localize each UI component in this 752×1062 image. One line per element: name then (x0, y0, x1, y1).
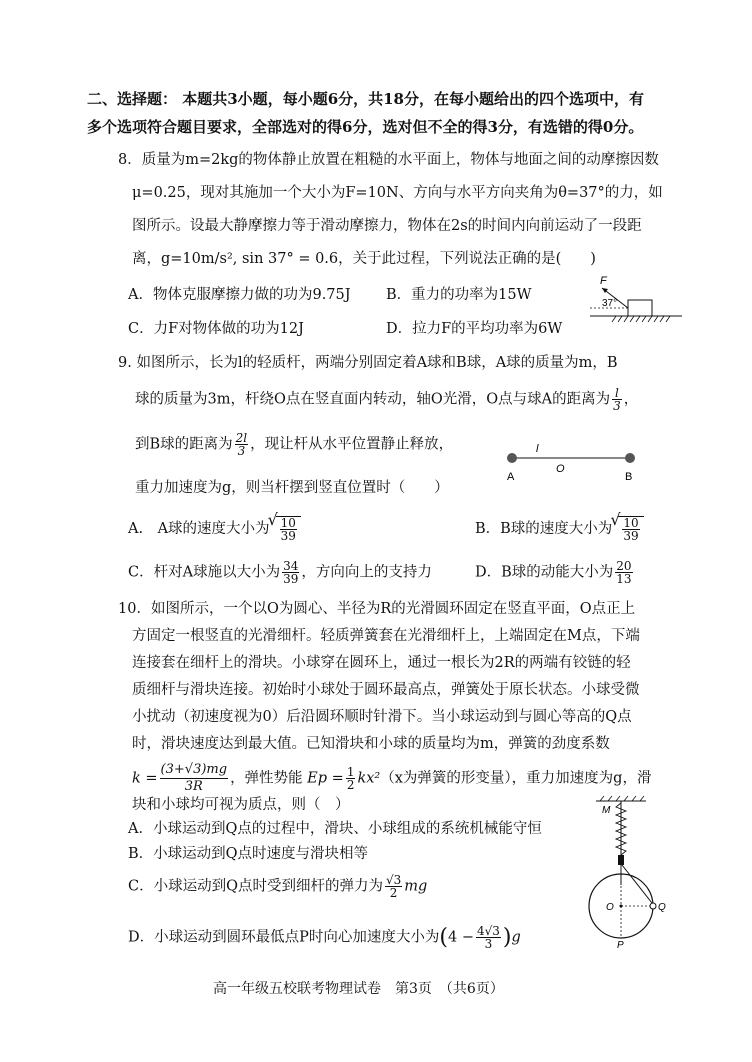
q10-line-8: 块和小球均可视为质点，则（ ） (132, 797, 350, 813)
q10-fig-m-label: M (602, 805, 611, 816)
page-footer: 高一年级五校联考物理试卷 第3页 （共6页） (213, 981, 504, 997)
q10-option-a: A．小球运动到Q点的过程中，滑块、小球组成的系统机械能守恒 (128, 821, 542, 837)
q10-line-3: 连接套在细杆上的滑块。小球穿在圆环上，通过一根长为2R的两端有铰链的轻 (132, 655, 631, 671)
q8-option-d: D．拉力F的平均功率为6W (386, 321, 563, 337)
q10-line-5: 小扰动（初速度视为0）后沿圆环顺时针滑下。当小球运动到与圆心等高的Q点 (132, 709, 632, 725)
q10-line-1: 10．如图所示，一个以O为圆心、半径为R的光滑圆环固定在竖直平面，O点正上 (118, 601, 636, 617)
q9-fig-ball-a-label: A (507, 471, 515, 483)
q9-fraction-l-3: $\frac{l}{3}$ (613, 386, 621, 413)
q10-line-4: 质细杆与滑块连接。初始时小球处于圆环最高点，弹簧处于原长状态。小球受微 (132, 682, 640, 698)
q8-option-a: A．物体克服摩擦力做的功为9.75J (128, 287, 351, 303)
q8-line-1: 8．质量为m=2kg的物体静止放置在粗糙的水平面上，物体与地面之间的动摩擦因数 (118, 152, 659, 168)
q10-fig-p-label: P (617, 940, 624, 950)
q10-line-2: 方固定一根竖直的光滑细杆。轻质弹簧套在光滑细杆上，上端固定在M点，下端 (132, 628, 640, 644)
q9-option-b: B．B球的速度大小为 √ $\frac{10}{39}$ (475, 516, 644, 542)
section-intro-2: 多个选项符合题目要求，全部选对的得6分，选对但不全的得3分，有选错的得0分。 (87, 118, 644, 136)
q9-figure (500, 442, 650, 484)
q8-line-2: μ=0.25，现对其施加一个大小为F=10N、方向与水平方向夹角为θ=37°的力，如 (132, 185, 663, 201)
q9-fig-ball-b-label: B (625, 471, 633, 483)
q9-line-3: 到B球的距离为 $\frac{2l}{3}$ ，现让杆从水平位置静止释放， (135, 431, 454, 458)
q10-line-6: 时，滑块速度达到最大值。已知滑块和小球的质量均为m，弹簧的劲度系数 (132, 736, 610, 752)
q9-option-d: D．B球的动能大小为 $\frac{20}{13}$ (475, 559, 632, 586)
q8-line-3: 图所示。设最大静摩擦力等于滑动摩擦力，物体在2s的时间内向前运动了一段距 (132, 218, 642, 234)
q9-fig-pivot-label: O (556, 463, 565, 475)
q10-fig-q-label: Q (658, 902, 666, 913)
q9-option-c: C．杆对A球施以大小为 $\frac{34}{39}$ ，方向向上的支持力 (128, 559, 432, 586)
q8-option-b: B．重力的功率为15W (386, 287, 532, 303)
section-heading (87, 88, 644, 109)
q10-figure (582, 795, 682, 950)
q10-option-c: C．小球运动到Q点时受到细杆的弹力为 $\frac{√3}{2}$ mg (128, 873, 428, 900)
section-title: 二、选择题： (87, 90, 178, 108)
q9-fig-length-label: l (536, 443, 539, 455)
q10-fig-o-label: O (606, 902, 614, 913)
q8-option-c: C．力F对物体做的功为12J (128, 321, 304, 337)
section-intro-1: 本题共3小题，每小题6分，共18分，在每小题给出的四个选项中，有 (182, 90, 645, 108)
q8-fig-force-label: F (600, 275, 607, 287)
q8-fig-angle-label: 37° (602, 298, 618, 309)
q9-fraction-2l-3: $\frac{2l}{3}$ (235, 431, 248, 458)
q10-option-b: B．小球运动到Q点时速度与滑块相等 (128, 846, 369, 862)
q10-option-d: D．小球运动到圆环最低点P时向心加速度大小为(4 − $\frac{4√3}{3}$ )g (128, 924, 521, 951)
q9-line-2: 球的质量为3m，杆绕O点在竖直面内转动，轴O光滑，O点与球A的距离为 $\frac{l}{3}$ ， (135, 386, 639, 413)
q9-line-1: 9. 如图所示，长为l的轻质杆，两端分别固定着A球和B球，A球的质量为m，B (118, 355, 618, 371)
q9-option-a: A. A球的速度大小为 √ $\frac{10}{39}$ (128, 516, 301, 542)
q8-figure (586, 272, 686, 336)
q8-line-4: 离，g=10m/s², sin 37° = 0.6，关于此过程，下列说法正确的是( ) (132, 251, 596, 267)
q10-line-7-formula: k = $\frac{(3+√3)mg}{3R}$ ，弹性势能 Ep = $\frac{1}{2}$ kx²（x为弹簧的形变量），重力加速度为g，滑 (132, 762, 652, 794)
q9-line-4: 重力加速度为g，则当杆摆到竖直位置时（ ） (135, 480, 449, 496)
